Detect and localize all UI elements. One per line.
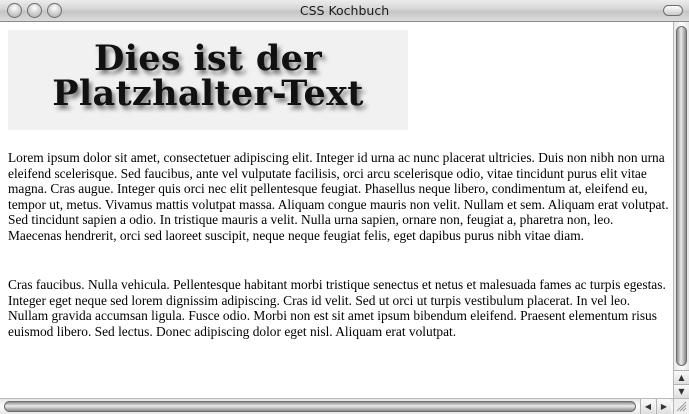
arrow-right-icon: ▶: [660, 402, 668, 411]
header-line-2: Platzhalter-Text: [52, 73, 364, 114]
arrow-up-icon: ▲: [678, 373, 685, 382]
page-content: [0, 22, 673, 398]
scroll-up-button[interactable]: [674, 370, 689, 384]
horizontal-scroll-thumb[interactable]: [4, 401, 636, 412]
scroll-right-button[interactable]: [656, 399, 671, 414]
paragraph-2: Cras faucibus. Nulla vehicula. Pellentesque habitant morbi tristique senectus et netus et malesuada fames ac turpis egestas. Integer eget neque sed lorem dignissim adipiscing. Cras id velit. Sed ut orci ut turpis vestibulum placerat. In vel leo. Nullam gravida accumsan ligula. Fusce odio. Morbi non est sit amet ipsum bibendum eleifend. Praesent elementum risus euismod libero. Sed lectus. Donec adipiscing dolor eget nisl. Aliquam erat volutpat.: [8, 277, 666, 339]
vertical-scrollbar[interactable]: [673, 22, 689, 398]
header-line-1: Dies ist der: [94, 38, 322, 79]
header-heading: [8, 38, 408, 114]
arrow-down-icon: ▼: [678, 387, 685, 396]
window-title: CSS Kochbuch: [299, 3, 390, 18]
title-bar[interactable]: [0, 0, 689, 22]
vertical-scroll-thumb[interactable]: [676, 26, 687, 366]
toolbar-toggle-icon[interactable]: [663, 5, 683, 16]
resize-grip-icon[interactable]: [673, 398, 689, 414]
resize-grip-lines: [676, 401, 687, 412]
scroll-left-button[interactable]: [640, 399, 655, 414]
arrow-left-icon: ◀: [644, 402, 652, 411]
horizontal-scrollbar[interactable]: [0, 398, 673, 414]
scroll-down-button[interactable]: [674, 384, 689, 398]
paragraph-1: Lorem ipsum dolor sit amet, consectetuer adipiscing elit. Integer id urna ac nunc placerat ultricies. Duis non nibh non urna eleifend scelerisque. Sed faucibus, ante vel vulputate facilisis, orci arcu scelerisque odio, vitae tincidunt purus elit vitae magna. Cras augue. Integer quis orci nec elit pellentesque feugiat. Phasellus neque libero, condimentum at, eleifend eu, tempor ut, metus. Vivamus mattis volutpat massa. Aliquam congue mauris non velit. Nullam et sem. Aliquam erat volutpat. Sed tincidunt sapien a odio. In tristique mauris a velit. Nulla urna sapien, ornare non, feugiat a, pharetra non, leo. Maecenas hendrerit, orci sed laoreet suscipit, neque neque feugiat felis, eget dapibus purus nibh vitae diam.: [8, 150, 669, 243]
header-box: [8, 30, 408, 130]
